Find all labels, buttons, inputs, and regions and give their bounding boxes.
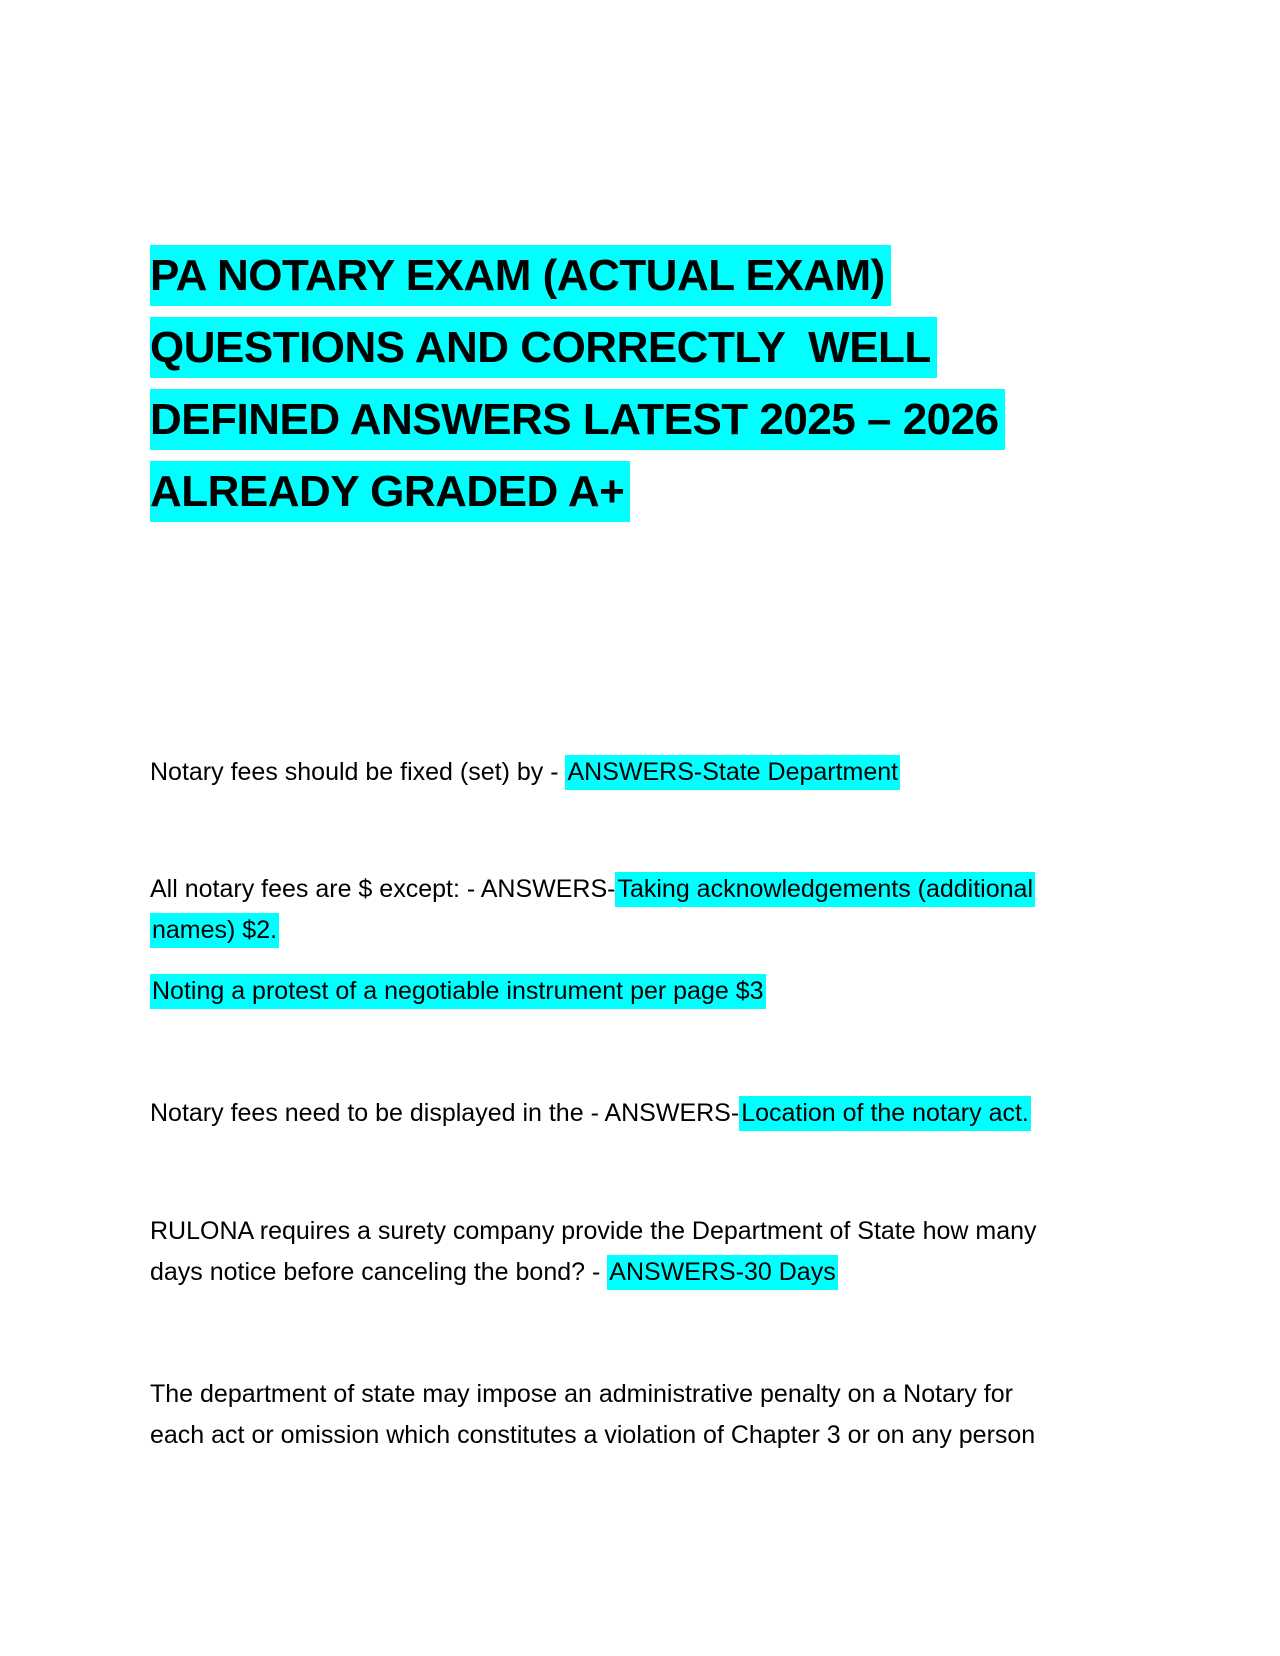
answer-text: names) $2.	[150, 913, 279, 948]
answer-text: Location of the notary act.	[739, 1096, 1031, 1131]
question-text: Notary fees should be fixed (set) by -	[150, 758, 566, 786]
answer-text: Taking acknowledgements (additional	[615, 872, 1035, 907]
qa-item-5	[150, 1374, 1100, 1415]
question-text: each act or omission which constitutes a violation of Chapter 3 or on any person	[150, 1421, 1036, 1449]
title-highlight: DEFINED ANSWERS LATEST 2025 – 2026	[150, 389, 1005, 450]
document-title-line-1	[150, 238, 1150, 314]
qa-item-2-continuation	[150, 910, 1100, 951]
question-text: RULONA requires a surety company provide the Department of State how many	[150, 1217, 1037, 1245]
qa-item-5-continuation	[150, 1415, 1100, 1456]
answer-text: Noting a protest of a negotiable instrument per page $3	[150, 974, 766, 1009]
question-text: days notice before canceling the bond? -	[150, 1258, 608, 1286]
document-title-line-4	[150, 454, 1150, 530]
qa-item-4-continuation	[150, 1252, 1100, 1293]
qa-item-1	[150, 752, 1100, 793]
title-highlight: QUESTIONS AND CORRECTLY WELL	[150, 317, 937, 378]
question-text: The department of state may impose an administrative penalty on a Notary for	[150, 1380, 1013, 1408]
qa-item-2-extra-answer	[150, 971, 1100, 1012]
document-title-line-2	[150, 310, 1150, 386]
title-highlight: ALREADY GRADED A+	[150, 461, 630, 522]
document-title-line-3	[150, 382, 1150, 458]
question-text: Notary fees need to be displayed in the - ANSWERS-	[150, 1099, 740, 1127]
answer-text: ANSWERS-State Department	[565, 755, 900, 790]
qa-item-3	[150, 1093, 1100, 1134]
title-highlight: PA NOTARY EXAM (ACTUAL EXAM)	[150, 245, 891, 306]
answer-text: ANSWERS-30 Days	[607, 1255, 837, 1290]
question-text: All notary fees are $ except: - ANSWERS-	[150, 875, 616, 903]
qa-item-2	[150, 869, 1100, 910]
qa-item-4	[150, 1211, 1100, 1252]
